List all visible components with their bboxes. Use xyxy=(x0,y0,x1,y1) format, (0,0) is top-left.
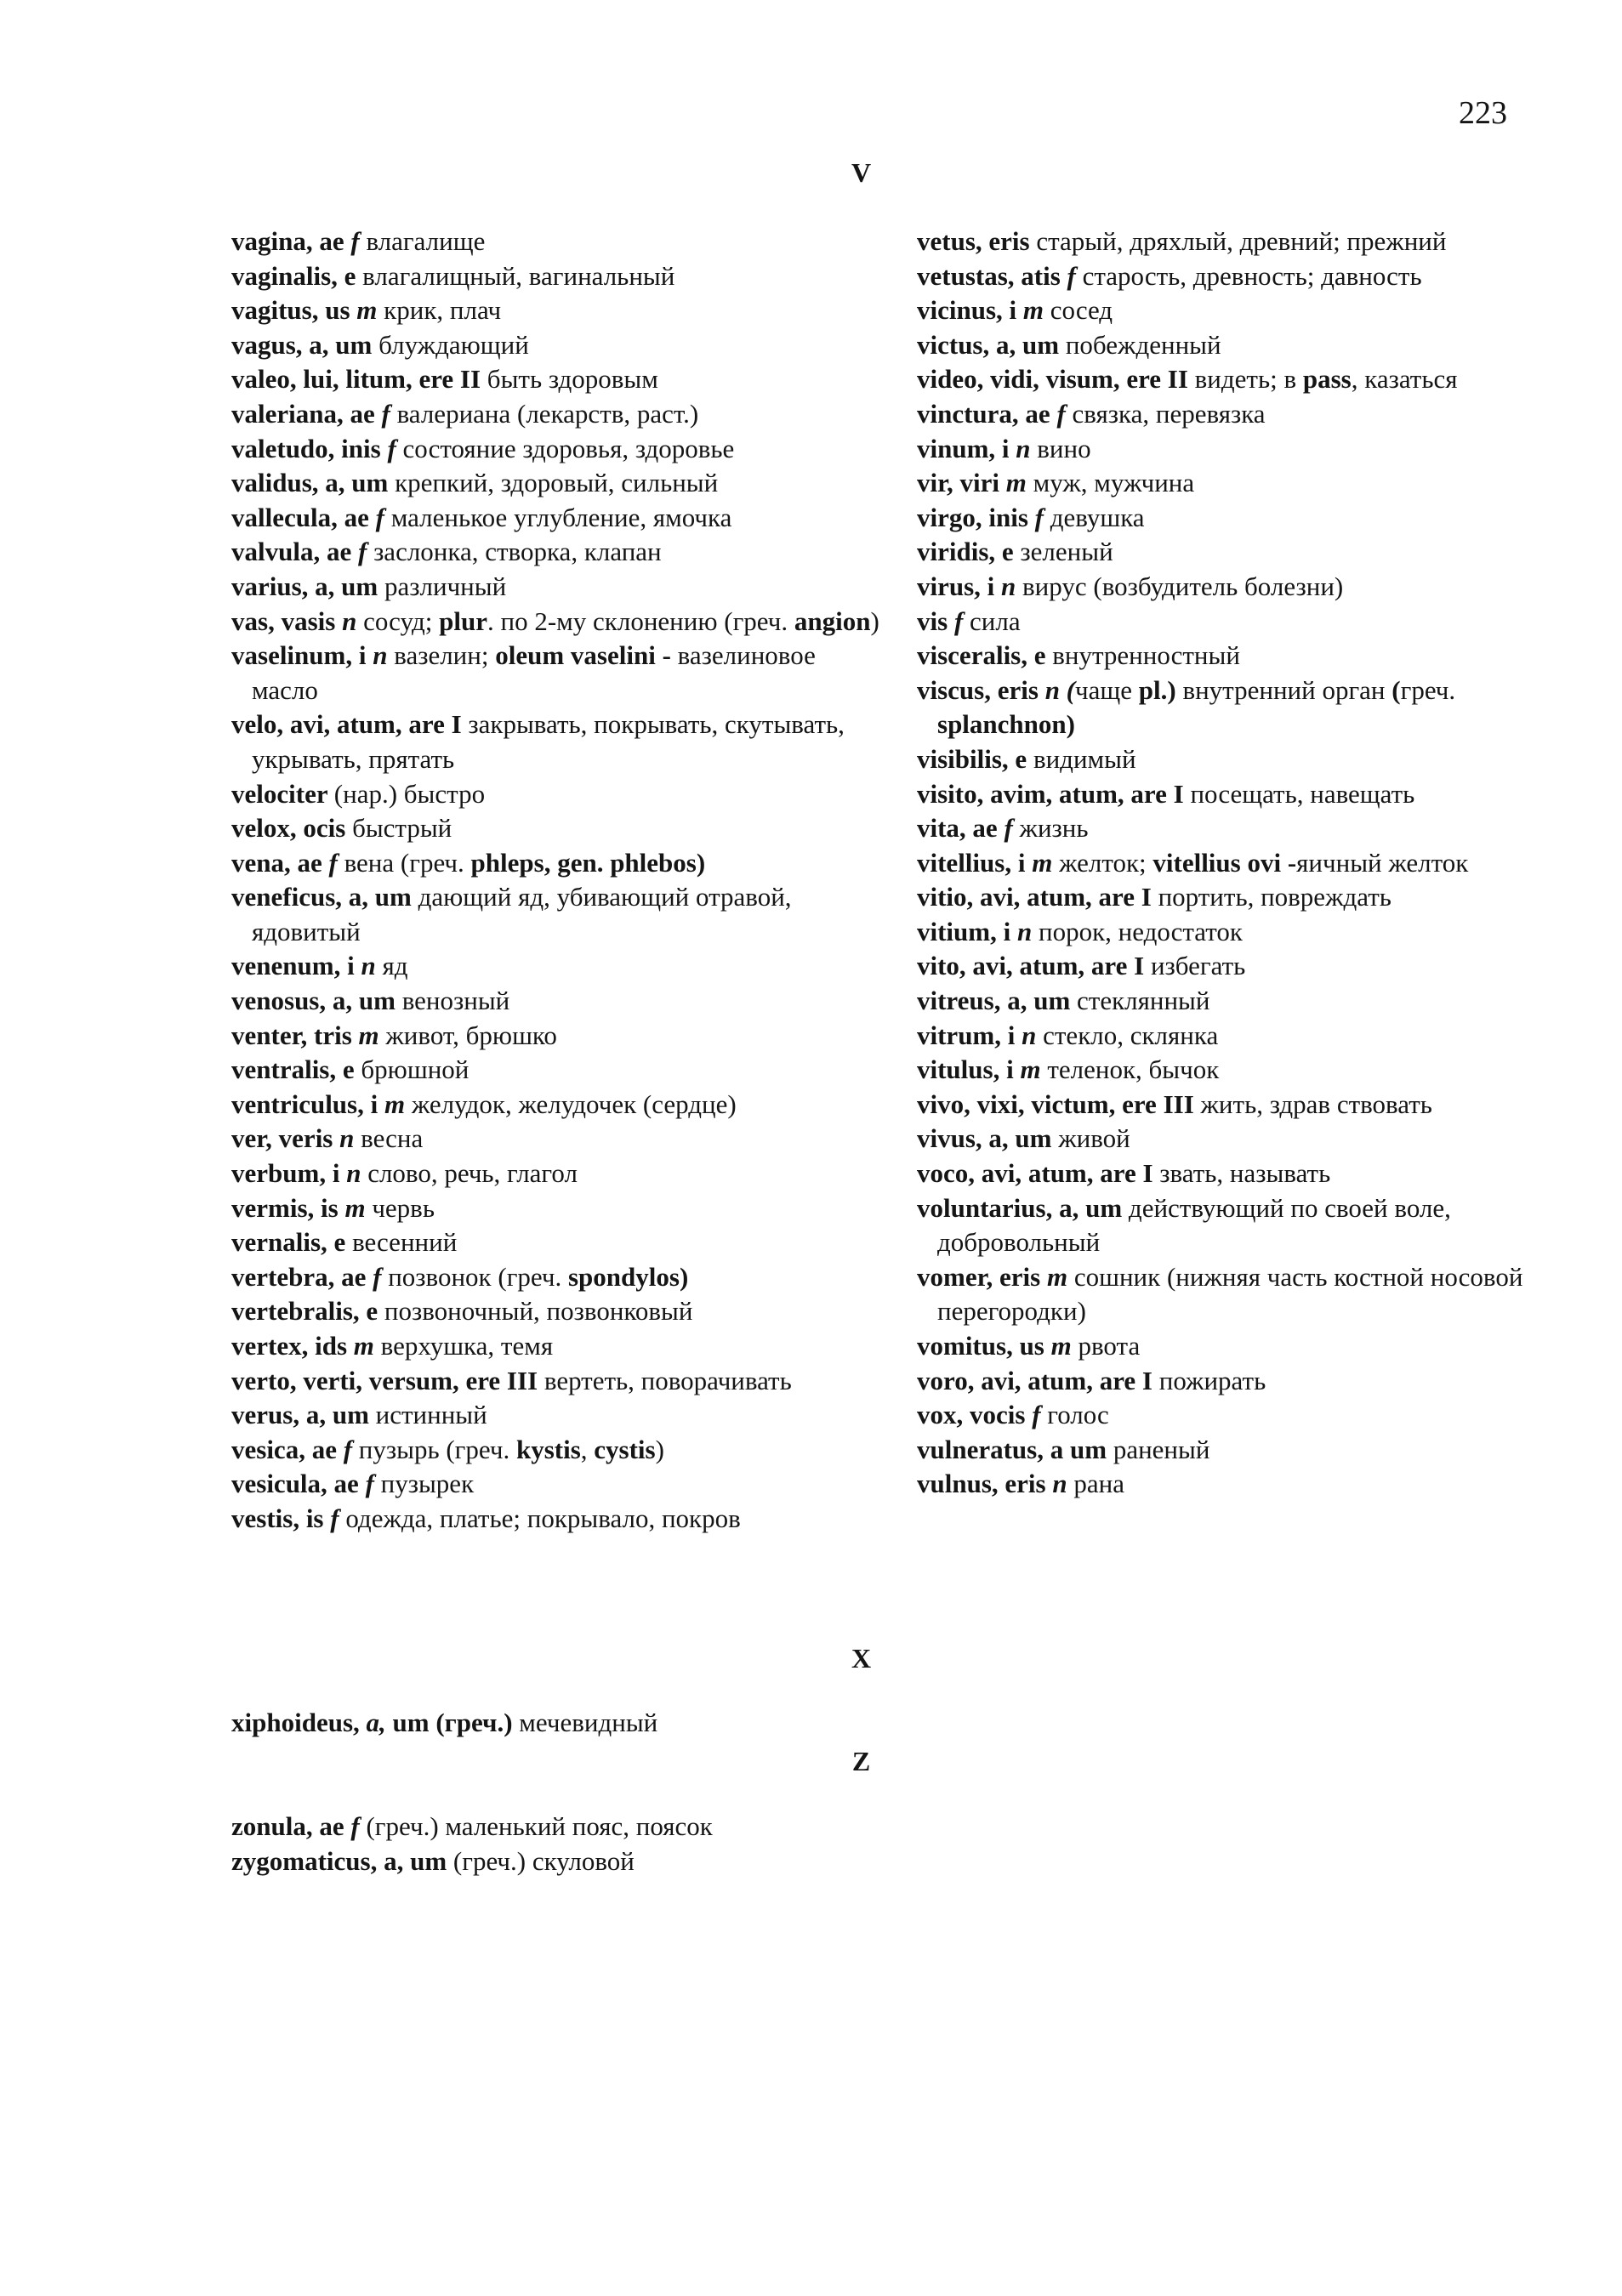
entry-headword: vitellius, i xyxy=(917,847,1033,878)
entry-headword: zonula, ae xyxy=(231,1811,351,1841)
entry-text: порок, недостаток xyxy=(1032,916,1243,946)
dictionary-entry xyxy=(917,639,1538,673)
dictionary-entry xyxy=(231,1364,886,1399)
entry-text: . по 2-му склонению (греч. xyxy=(487,605,794,636)
dictionary-entry xyxy=(917,880,1538,915)
entry-text: f xyxy=(387,433,396,463)
entry-text: закрывать, покрывать, скутывать, укрывать, прятать xyxy=(252,709,845,774)
dictionary-entry xyxy=(917,742,1538,777)
dictionary-entry xyxy=(917,777,1538,812)
entry-headword: vis xyxy=(917,605,954,636)
dictionary-entry xyxy=(231,1122,886,1157)
entry-text: f xyxy=(328,847,338,878)
dictionary-entry xyxy=(231,570,886,605)
entry-text: одежда, платье; покрывало, покров xyxy=(339,1503,741,1533)
dictionary-entry xyxy=(231,984,886,1019)
dictionary-entry xyxy=(231,1294,886,1329)
entry-text: a, xyxy=(366,1708,386,1737)
entry-text: n ( xyxy=(1044,674,1076,705)
entry-headword: virgo, inis xyxy=(917,502,1035,532)
entry-text: , xyxy=(580,1434,595,1464)
dictionary-entry xyxy=(917,1329,1538,1364)
entry-text: n xyxy=(346,1158,361,1189)
entry-text: m xyxy=(356,295,378,326)
entry-text: быстрый xyxy=(352,813,452,844)
entry-headword: vulneratus, a um xyxy=(917,1434,1113,1464)
entry-text: яичный желток xyxy=(1296,847,1469,878)
dictionary-entry xyxy=(231,1088,886,1122)
entry-text: влагалище xyxy=(359,226,486,256)
entry-headword: vesica, ae xyxy=(231,1434,344,1464)
dictionary-entry xyxy=(917,811,1538,846)
entry-headword: viridis, e xyxy=(917,537,1021,567)
entry-text: внутренний орган xyxy=(1175,674,1392,705)
entry-text: m xyxy=(1022,295,1044,326)
entry-headword: viscus, eris xyxy=(917,674,1045,705)
entry-text: избегать xyxy=(1150,951,1246,981)
entry-headword: vesicula, ae xyxy=(231,1469,366,1499)
entry-headword: vitio, avi, atum, are I xyxy=(917,882,1158,912)
dictionary-entry xyxy=(231,362,886,397)
entry-headword: valeo, lui, litum, ere II xyxy=(231,364,487,395)
entry-text: m xyxy=(358,1020,379,1050)
entry-text: видеть; в xyxy=(1194,364,1303,395)
entry-headword: vitreus, a, um xyxy=(917,986,1078,1016)
entry-text: чаще xyxy=(1075,674,1139,705)
dictionary-entry xyxy=(917,846,1538,881)
entry-headword: vernalis, e xyxy=(231,1227,353,1258)
dictionary-entry xyxy=(231,1706,997,1741)
entry-headword: vito, avi, atum, are I xyxy=(917,951,1151,981)
entry-text: видимый xyxy=(1033,743,1136,774)
entry-text: позвонок (греч. xyxy=(381,1261,568,1292)
entry-text: пожирать xyxy=(1158,1365,1266,1395)
dictionary-entry xyxy=(231,432,886,467)
dictionary-entry xyxy=(231,1433,886,1468)
entry-text: f xyxy=(1034,502,1044,532)
entry-headword: vagitus, us xyxy=(231,295,357,326)
entry-text: живой xyxy=(1058,1123,1130,1154)
entry-headword: vivus, a, um xyxy=(917,1123,1059,1154)
entry-text: девушка xyxy=(1043,502,1145,532)
entry-text: зеленый xyxy=(1020,537,1113,567)
entry-headword: voro, avi, atum, are I xyxy=(917,1365,1159,1395)
entry-text: f xyxy=(350,226,360,256)
dictionary-entry xyxy=(231,1844,997,1879)
entry-headword: varius, a, um xyxy=(231,571,384,601)
dictionary-entry xyxy=(231,1019,886,1054)
dictionary-entry xyxy=(917,570,1538,605)
dictionary-entry xyxy=(231,1467,886,1502)
entry-text: мечевидный xyxy=(519,1708,658,1737)
letter-heading-v: V xyxy=(851,157,872,188)
entry-headword: vestis, is xyxy=(231,1503,331,1533)
entry-headword: vomitus, us xyxy=(917,1331,1051,1361)
entry-text: старость, древность; давность xyxy=(1075,260,1422,291)
entry-text: звать, называть xyxy=(1159,1158,1331,1189)
entry-text: splanchnon) xyxy=(937,709,1075,740)
entry-text: греч. xyxy=(1400,674,1456,705)
entry-text: заслонка, створка, клапан xyxy=(367,537,662,567)
dictionary-entry xyxy=(917,224,1538,259)
entry-text: портить, повреждать xyxy=(1158,882,1392,912)
entry-text: вертеть, поворачивать xyxy=(544,1365,792,1395)
entry-text: kystis xyxy=(515,1434,581,1464)
dictionary-entry xyxy=(231,949,886,984)
entry-headword: valetudo, inis xyxy=(231,433,388,463)
dictionary-entry xyxy=(917,984,1538,1019)
dictionary-entry xyxy=(917,1191,1538,1260)
entry-text: , казаться xyxy=(1351,364,1458,395)
dictionary-entry xyxy=(231,466,886,501)
entry-text: m xyxy=(353,1331,374,1361)
entry-text: pl.) xyxy=(1138,674,1176,705)
entry-text: oleum vaselini - xyxy=(495,640,671,671)
entry-text: дающий яд, убивающий отравой, ядовитый xyxy=(252,882,792,946)
entry-text: вена (греч. xyxy=(337,847,471,878)
entry-text: венозный xyxy=(401,986,510,1016)
entry-text: f xyxy=(357,537,367,567)
entry-text: червь xyxy=(365,1192,435,1223)
entry-text: phleps, gen. phlebos) xyxy=(470,847,706,878)
entries-section-z xyxy=(231,1810,997,1878)
entry-text: вирус (возбудитель болезни) xyxy=(1016,571,1344,601)
entry-headword: voco, avi, atum, are I xyxy=(917,1158,1160,1189)
entry-text: n xyxy=(1016,433,1031,463)
entry-headword: vaselinum, i xyxy=(231,640,373,671)
dictionary-entry xyxy=(917,501,1538,536)
entry-headword: ver, veris xyxy=(231,1123,340,1154)
entry-text: n xyxy=(1022,1020,1037,1050)
entry-headword: vertebra, ae xyxy=(231,1261,373,1292)
entry-text: ) xyxy=(655,1434,664,1464)
entry-headword: ventralis, e xyxy=(231,1054,361,1085)
dictionary-entry xyxy=(231,293,886,328)
entry-text: раненый xyxy=(1113,1434,1210,1464)
entry-text: желток; xyxy=(1052,847,1153,878)
dictionary-entry xyxy=(231,1502,886,1537)
entry-headword: vertebralis, e xyxy=(231,1296,384,1327)
entry-text: f xyxy=(343,1434,353,1464)
entry-text: живот, брюшко xyxy=(378,1020,557,1050)
entry-headword: vomer, eris xyxy=(917,1261,1047,1292)
dictionary-entry xyxy=(231,1810,997,1844)
entry-headword: visceralis, e xyxy=(917,640,1053,671)
entry-text: вазелиновое масло xyxy=(252,640,816,705)
entries-column-right xyxy=(917,224,1538,1502)
entry-headword: valeriana, ae xyxy=(231,398,382,429)
entry-headword: vinum, i xyxy=(917,433,1016,463)
entry-text: истинный xyxy=(375,1400,487,1430)
entry-text: состояние здоровья, здоровье xyxy=(396,433,735,463)
entry-headword: vox, vocis xyxy=(917,1400,1033,1430)
letter-heading-x: X xyxy=(851,1643,872,1674)
entry-headword: vertex, ids xyxy=(231,1331,354,1361)
dictionary-entry xyxy=(917,397,1538,432)
dictionary-entry xyxy=(231,811,886,846)
entry-text: брюшной xyxy=(361,1054,470,1085)
entry-headword: vaginalis, e xyxy=(231,260,363,291)
dictionary-entry xyxy=(917,1433,1538,1468)
entry-text: f xyxy=(375,502,384,532)
entry-text: пузырь (греч. xyxy=(352,1434,516,1464)
entry-text: (греч.) маленький пояс, поясок xyxy=(359,1811,713,1841)
entry-text: m xyxy=(344,1192,366,1223)
dictionary-entry xyxy=(917,535,1538,570)
dictionary-entry xyxy=(231,1191,886,1226)
dictionary-entry xyxy=(231,397,886,432)
dictionary-entry xyxy=(917,1398,1538,1433)
dictionary-entry xyxy=(231,259,886,294)
dictionary-entry xyxy=(231,328,886,363)
entry-text: вино xyxy=(1030,433,1091,463)
entry-headword: vicinus, i xyxy=(917,295,1023,326)
entry-headword: zygomaticus, a, um xyxy=(231,1845,453,1876)
dictionary-entry xyxy=(231,1329,886,1364)
entry-headword: visibilis, e xyxy=(917,743,1033,774)
entry-headword: velo, avi, atum, are I xyxy=(231,709,469,740)
entry-text: n xyxy=(1052,1469,1067,1499)
entry-headword: vermis, is xyxy=(231,1192,345,1223)
entry-text: f xyxy=(373,1261,382,1292)
entry-text: f xyxy=(1032,1400,1041,1430)
entry-headword: vallecula, ae xyxy=(231,502,376,532)
dictionary-entry xyxy=(231,1053,886,1088)
entry-text: f xyxy=(365,1469,374,1499)
entry-headword: vulnus, eris xyxy=(917,1469,1053,1499)
entry-text: крепкий, здоровый, сильный xyxy=(395,468,719,498)
entry-text: сошник (нижняя часть костной носовой перегородки) xyxy=(937,1261,1523,1327)
entry-text: сила xyxy=(963,605,1021,636)
entry-text: весенний xyxy=(352,1227,458,1258)
dictionary-entry xyxy=(231,639,886,708)
dictionary-entry xyxy=(917,259,1538,294)
dictionary-entry xyxy=(917,466,1538,501)
entry-text: vitellius ovi - xyxy=(1152,847,1297,878)
entry-text: n xyxy=(1016,916,1033,946)
entry-headword: venosus, a, um xyxy=(231,986,402,1016)
entry-text: слово, речь, глагол xyxy=(361,1158,578,1189)
entry-headword: valvula, ae xyxy=(231,537,358,567)
dictionary-entry xyxy=(917,949,1538,984)
entry-headword: venter, tris xyxy=(231,1020,359,1050)
dictionary-entry xyxy=(231,1260,886,1295)
entry-text: действующий по своей воле, добровольный xyxy=(937,1192,1451,1258)
entry-headword: vitium, i xyxy=(917,916,1017,946)
letter-heading-z: Z xyxy=(851,1746,871,1776)
entry-headword: vas, vasis xyxy=(231,605,343,636)
dictionary-entry xyxy=(917,1088,1538,1122)
entry-text: f xyxy=(350,1811,360,1841)
entry-text: желудок, желудочек (сердце) xyxy=(405,1088,737,1119)
entry-text: внутренностный xyxy=(1052,640,1240,671)
entry-text: рана xyxy=(1067,1469,1124,1499)
entry-text: рвота xyxy=(1071,1331,1141,1361)
entry-headword: venenum, i xyxy=(231,951,361,981)
entry-text: n xyxy=(373,640,388,671)
dictionary-entry xyxy=(917,605,1538,639)
dictionary-entry xyxy=(917,432,1538,467)
entry-text: f xyxy=(953,605,964,636)
entry-headword: vinctura, ae xyxy=(917,398,1057,429)
entry-text: f xyxy=(330,1503,339,1533)
entry-text: пузырек xyxy=(373,1469,475,1499)
entry-text: посещать, навещать xyxy=(1190,778,1415,809)
dictionary-entry xyxy=(917,1122,1538,1157)
entry-text: крик, плач xyxy=(377,295,502,326)
entry-text: (греч.) xyxy=(435,1708,520,1737)
entry-headword: vena, ae xyxy=(231,847,329,878)
entry-text: жить, здрав ствовать xyxy=(1200,1088,1432,1119)
entry-headword: vetus, eris xyxy=(917,226,1037,256)
entry-headword: visito, avim, atum, are I xyxy=(917,778,1191,809)
dictionary-entry xyxy=(231,708,886,776)
entry-text: cystis xyxy=(594,1434,656,1464)
entry-headword: vagus, a, um xyxy=(231,329,379,360)
entry-text: влагалищный, вагинальный xyxy=(362,260,675,291)
entry-headword: verbum, i xyxy=(231,1158,347,1189)
entry-text: angion xyxy=(794,605,871,636)
entry-text: (нар.) быстро xyxy=(333,778,486,809)
entry-headword: verto, verti, versum, ere III xyxy=(231,1365,544,1395)
entry-text: ( xyxy=(1392,674,1401,705)
entry-headword: vitulus, i xyxy=(917,1054,1021,1085)
dictionary-entry xyxy=(917,293,1538,328)
dictionary-entry xyxy=(231,846,886,881)
dictionary-entry xyxy=(231,1225,886,1260)
entry-text: ) xyxy=(870,605,879,636)
entry-text: весна xyxy=(354,1123,424,1154)
entry-text: верхушка, темя xyxy=(373,1331,554,1361)
entry-text: маленькое углубление, ямочка xyxy=(384,502,732,532)
dictionary-entry xyxy=(231,1398,886,1433)
entry-text: spondylos) xyxy=(567,1261,689,1292)
dictionary-entry xyxy=(917,1053,1538,1088)
dictionary-entry xyxy=(917,328,1538,363)
entry-text: сосуд; xyxy=(356,605,440,636)
entry-text: побежденный xyxy=(1065,329,1221,360)
entry-text: pass xyxy=(1302,364,1352,395)
entry-headword: vivo, vixi, victum, ere III xyxy=(917,1088,1201,1119)
entry-headword: vitrum, i xyxy=(917,1020,1022,1050)
dictionary-entry xyxy=(231,880,886,949)
dictionary-entry xyxy=(231,501,886,536)
entries-section-x xyxy=(231,1706,997,1741)
entry-text: жизнь xyxy=(1012,813,1089,844)
entry-text: (греч.) скуловой xyxy=(452,1845,635,1876)
entry-headword: vetustas, atis xyxy=(917,260,1067,291)
dictionary-entry xyxy=(231,224,886,259)
entry-text: f xyxy=(1004,813,1013,844)
entry-headword: ventriculus, i xyxy=(231,1088,384,1119)
entry-text: um xyxy=(385,1708,436,1737)
entry-text: стеклянный xyxy=(1077,986,1210,1016)
entry-text: голос xyxy=(1040,1400,1109,1430)
dictionary-entry xyxy=(917,1157,1538,1191)
entry-headword: xiphoideus, xyxy=(231,1708,367,1737)
entry-text: старый, дряхлый, древний; прежний xyxy=(1036,226,1447,256)
entry-text: f xyxy=(1056,398,1066,429)
dictionary-entry xyxy=(231,605,886,639)
dictionary-entry xyxy=(231,535,886,570)
entry-headword: validus, a, um xyxy=(231,468,396,498)
entry-headword: vir, viri xyxy=(917,468,1006,498)
dictionary-entry xyxy=(917,1364,1538,1399)
entry-text: m xyxy=(1005,468,1027,498)
dictionary-entry xyxy=(917,673,1538,742)
entry-headword: velociter xyxy=(231,778,334,809)
dictionary-entry xyxy=(231,1157,886,1191)
entry-text: f xyxy=(1067,260,1076,291)
entry-text: яд xyxy=(375,951,408,981)
entry-text: различный xyxy=(384,571,507,601)
entry-text: вазелин; xyxy=(387,640,496,671)
entry-headword: vagina, ae xyxy=(231,226,351,256)
entry-headword: velox, ocis xyxy=(231,813,353,844)
entry-text: m xyxy=(1050,1331,1072,1361)
entry-text: муж, мужчина xyxy=(1026,468,1195,498)
entry-text: сосед xyxy=(1044,295,1113,326)
dictionary-entry xyxy=(917,1260,1538,1329)
dictionary-entry xyxy=(917,1467,1538,1502)
dictionary-entry xyxy=(917,362,1538,397)
dictionary-entry xyxy=(231,777,886,812)
entry-text: блуждающий xyxy=(378,329,529,360)
entry-text: валериана (лекарств, раст.) xyxy=(390,398,699,429)
entry-headword: virus, i xyxy=(917,571,1002,601)
dictionary-entry xyxy=(917,915,1538,950)
entry-headword: vita, ae xyxy=(917,813,1005,844)
entry-text: позвоночный, позвонковый xyxy=(384,1296,693,1327)
entry-text: n xyxy=(342,605,357,636)
entry-text: m xyxy=(384,1088,406,1119)
entry-text: связка, перевязка xyxy=(1065,398,1266,429)
entry-headword: voluntarius, a, um xyxy=(917,1192,1129,1223)
entry-text: m xyxy=(1032,847,1053,878)
dictionary-entry xyxy=(917,1019,1538,1054)
entry-headword: victus, a, um xyxy=(917,329,1066,360)
entry-text: m xyxy=(1046,1261,1068,1292)
entry-text: f xyxy=(381,398,390,429)
entry-text: m xyxy=(1020,1054,1041,1085)
entry-text: теленок, бычок xyxy=(1040,1054,1220,1085)
entry-text: plur xyxy=(439,605,487,636)
entry-text: n xyxy=(361,951,376,981)
entry-text: n xyxy=(1001,571,1016,601)
entries-column-left xyxy=(231,224,886,1537)
entry-headword: veneficus, a, um xyxy=(231,882,418,912)
entry-text: быть здоровым xyxy=(487,364,658,395)
entry-text: n xyxy=(339,1123,355,1154)
entry-text: стекло, склянка xyxy=(1036,1020,1219,1050)
entry-headword: verus, a, um xyxy=(231,1400,376,1430)
entry-headword: video, vidi, visum, ere II xyxy=(917,364,1195,395)
page-number: 223 xyxy=(1459,95,1507,131)
